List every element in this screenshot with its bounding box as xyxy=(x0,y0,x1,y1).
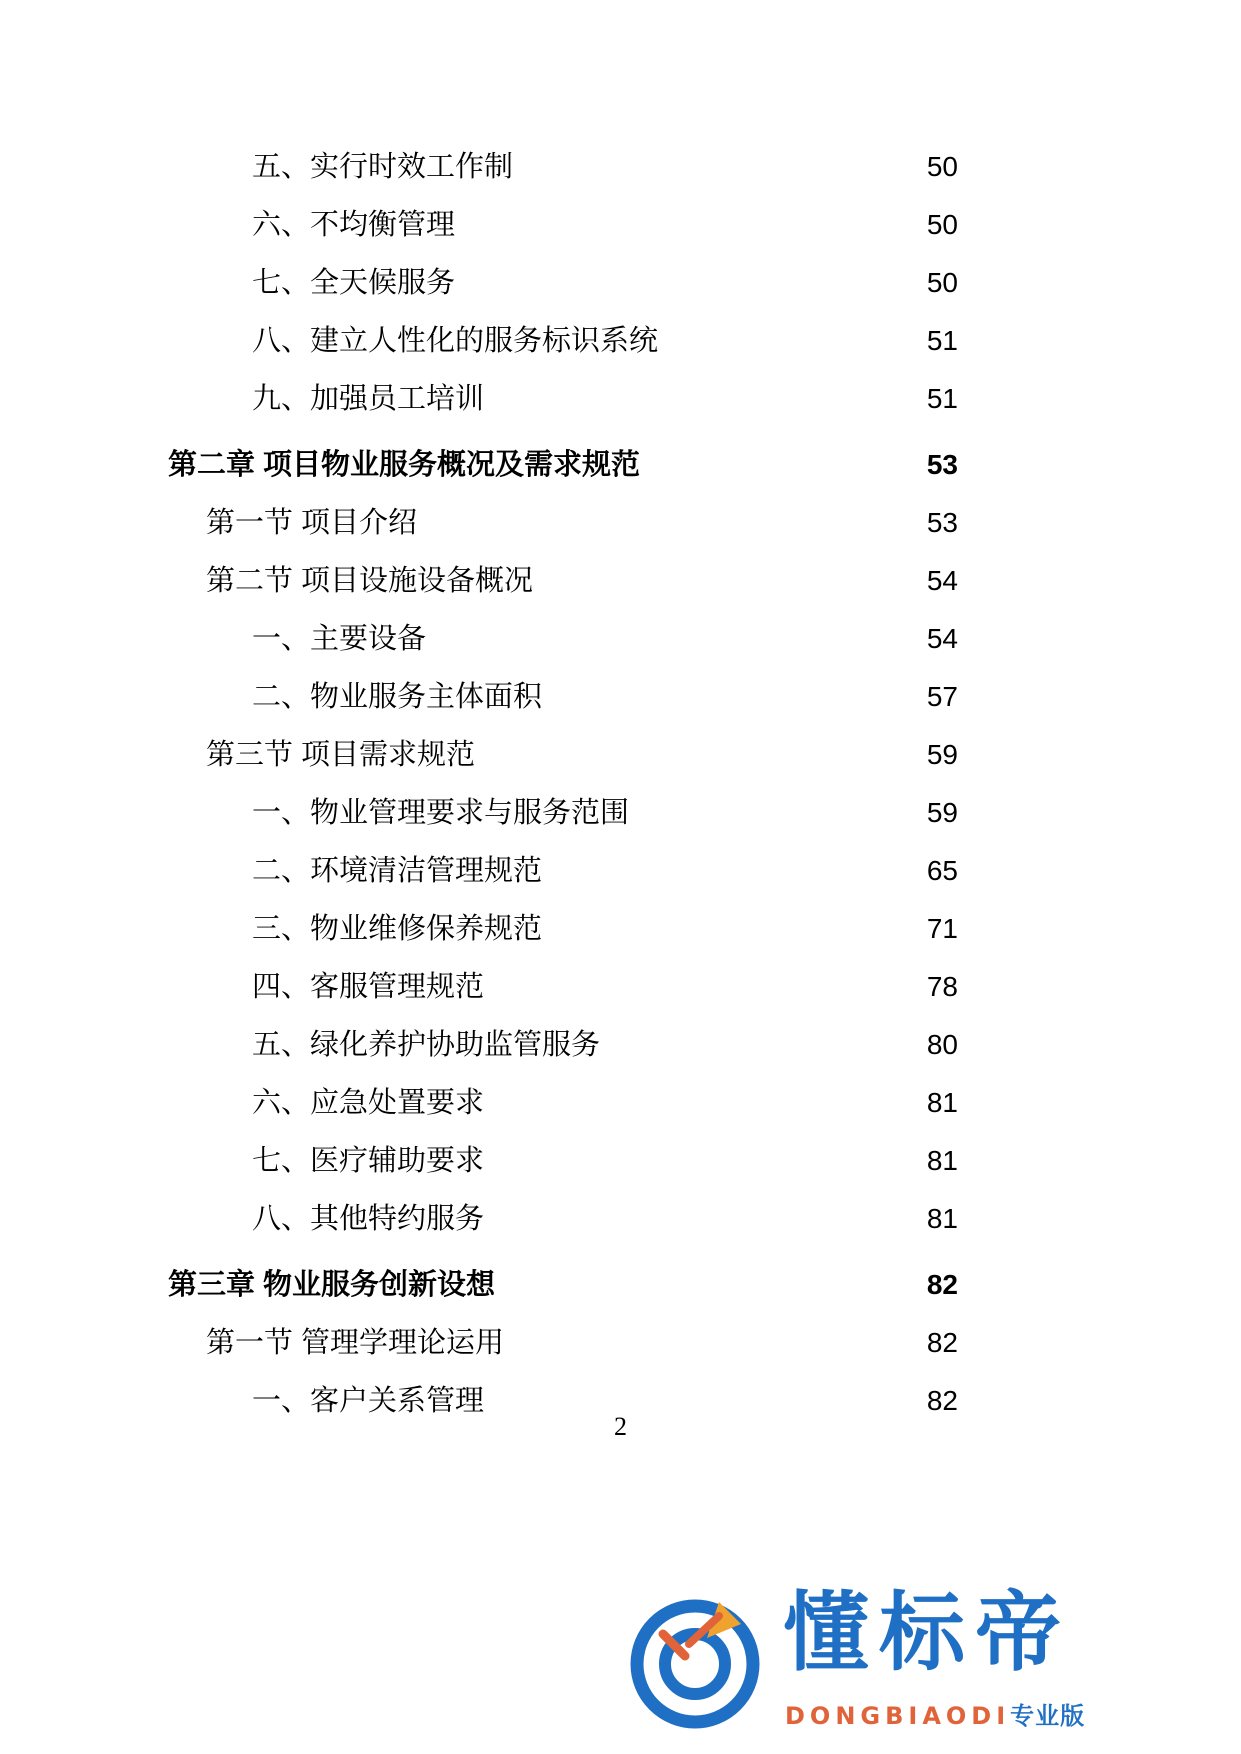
toc-entry-label: 三、物业维修保养规范 xyxy=(252,913,543,945)
toc-entry-page: 80 xyxy=(926,1029,958,1060)
toc-entry-page: 65 xyxy=(926,855,958,886)
toc-entry[interactable] xyxy=(168,1256,958,1314)
toc-entry[interactable] xyxy=(168,1190,958,1248)
toc-entry-page: 54 xyxy=(926,623,958,654)
toc-entry[interactable] xyxy=(168,436,958,494)
toc-entry-label: 一、物业管理要求与服务范围 xyxy=(252,797,630,829)
toc-entry-label: 一、主要设备 xyxy=(252,623,427,655)
toc-entry[interactable] xyxy=(168,1132,958,1190)
toc-entry-page: 81 xyxy=(926,1087,958,1118)
toc-entry[interactable] xyxy=(168,254,958,312)
toc-entry[interactable] xyxy=(168,784,958,842)
toc-entry[interactable] xyxy=(168,494,958,552)
toc-entry-label: 四、客服管理规范 xyxy=(252,971,485,1003)
toc-entry-label: 六、应急处置要求 xyxy=(252,1087,485,1119)
watermark-tagline xyxy=(785,1696,1085,1731)
toc-entry[interactable] xyxy=(168,668,958,726)
watermark-logo-icon xyxy=(623,1582,773,1732)
toc-entry[interactable] xyxy=(168,196,958,254)
toc-entry[interactable] xyxy=(168,1314,958,1372)
toc-entry-page: 54 xyxy=(926,565,958,596)
toc-entry-label: 八、建立人性化的服务标识系统 xyxy=(252,325,659,357)
toc-entry[interactable] xyxy=(168,1016,958,1074)
toc-entry-label: 五、绿化养护协助监管服务 xyxy=(252,1029,601,1061)
toc-entry-page: 53 xyxy=(926,507,958,538)
toc-entry-page: 50 xyxy=(926,267,958,298)
toc-entry-label: 七、医疗辅助要求 xyxy=(252,1145,485,1177)
toc-entry-label: 八、其他特约服务 xyxy=(252,1203,485,1235)
toc-entry[interactable] xyxy=(168,138,958,196)
toc-entry-page: 53 xyxy=(926,449,958,480)
toc-entry[interactable] xyxy=(168,1074,958,1132)
toc-entry-page: 51 xyxy=(926,325,958,356)
page-number: 2 xyxy=(614,1412,627,1441)
toc-entry[interactable] xyxy=(168,958,958,1016)
toc-entry[interactable] xyxy=(168,842,958,900)
watermark-tagline-suffix: 专业版 xyxy=(1010,1702,1086,1730)
toc-entry-page: 82 xyxy=(926,1327,958,1358)
toc-entry-label: 第三章 物业服务创新设想 xyxy=(168,1269,496,1301)
toc-entry-label: 第二章 项目物业服务概况及需求规范 xyxy=(168,449,641,481)
toc-entry-page: 81 xyxy=(926,1203,958,1234)
toc-entry-page: 82 xyxy=(926,1385,958,1416)
toc-entry-label: 二、环境清洁管理规范 xyxy=(252,855,543,887)
toc-entry-label: 九、加强员工培训 xyxy=(252,383,485,415)
toc-entry-page: 78 xyxy=(926,971,958,1002)
toc-entry[interactable] xyxy=(168,726,958,784)
toc-entry-label: 第二节 项目设施设备概况 xyxy=(206,565,534,597)
toc-entry-page: 50 xyxy=(926,209,958,240)
toc-entry-label: 一、客户关系管理 xyxy=(252,1385,485,1417)
toc-entry-page: 82 xyxy=(926,1269,958,1300)
table-of-contents xyxy=(168,138,958,1430)
toc-entry[interactable] xyxy=(168,552,958,610)
toc-entry-page: 59 xyxy=(926,739,958,770)
toc-entry-page: 71 xyxy=(926,913,958,944)
toc-entry[interactable] xyxy=(168,900,958,958)
watermark xyxy=(623,1568,1223,1748)
toc-entry-label: 第三节 项目需求规范 xyxy=(206,739,476,771)
toc-entry-label: 七、全天候服务 xyxy=(252,267,456,299)
toc-entry-label: 第一节 项目介绍 xyxy=(206,507,418,539)
toc-entry-label: 六、不均衡管理 xyxy=(252,209,456,241)
toc-entry-label: 二、物业服务主体面积 xyxy=(252,681,543,713)
toc-entry-label: 第一节 管理学理论运用 xyxy=(206,1327,505,1359)
toc-entry[interactable] xyxy=(168,370,958,428)
toc-entry[interactable] xyxy=(168,610,958,668)
toc-entry-page: 59 xyxy=(926,797,958,828)
watermark-brand: 懂标帝 xyxy=(783,1583,1071,1683)
toc-entry-page: 57 xyxy=(926,681,958,712)
toc-entry-page: 50 xyxy=(926,151,958,182)
toc-entry-label: 五、实行时效工作制 xyxy=(252,151,514,183)
watermark-tagline-latin: DONGBIAODI xyxy=(785,1702,1011,1730)
toc-entry[interactable] xyxy=(168,312,958,370)
toc-entry-page: 51 xyxy=(926,383,958,414)
toc-entry-page: 81 xyxy=(926,1145,958,1176)
